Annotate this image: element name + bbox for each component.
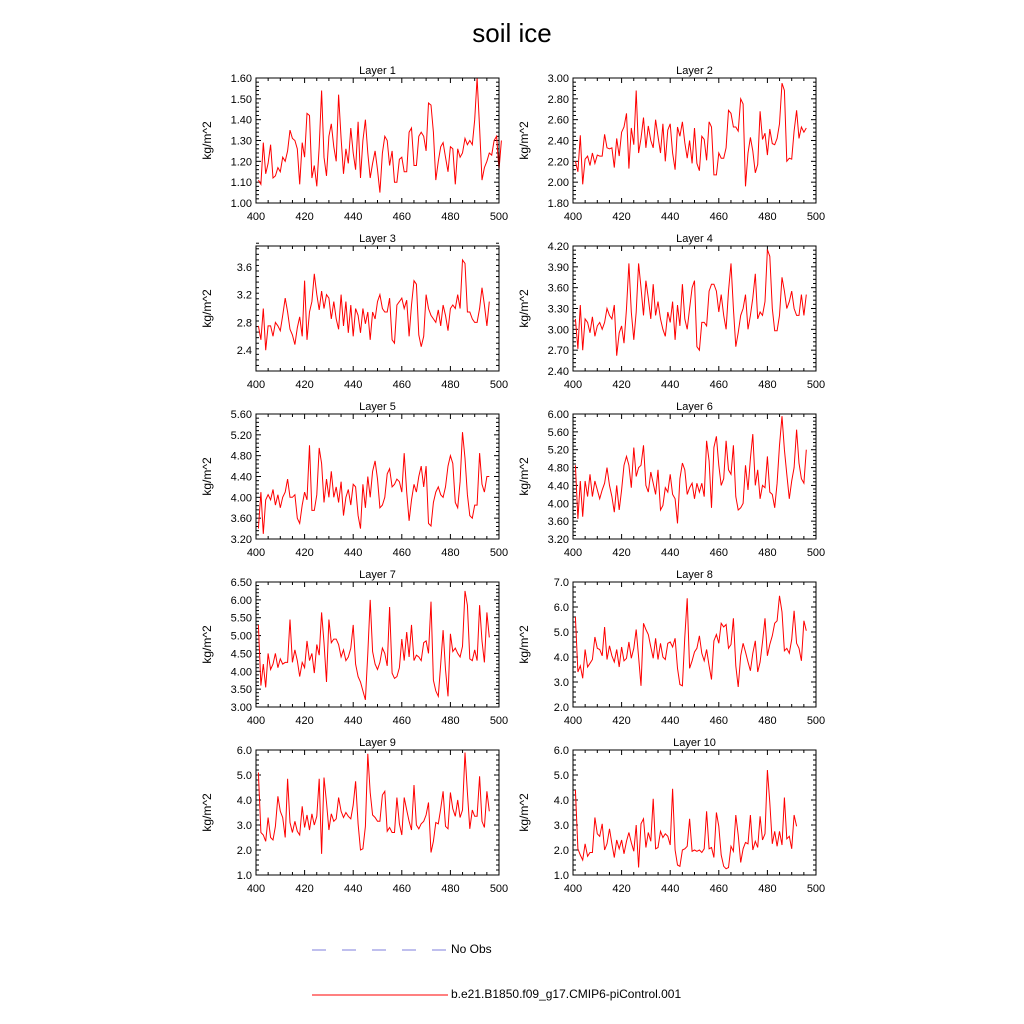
chart-title: soil ice: [472, 18, 552, 48]
panel-2: [517, 65, 825, 223]
y-tick-label: 4.80: [230, 450, 252, 463]
x-tick-label: 420: [295, 211, 314, 223]
x-tick-label: 400: [246, 211, 266, 223]
panel-10: [517, 737, 825, 895]
x-tick-label: 480: [441, 211, 460, 223]
x-tick-label: 500: [489, 715, 509, 727]
y-tick-label: 1.00: [230, 198, 252, 210]
series-line: [575, 770, 796, 869]
x-tick-label: 460: [709, 883, 728, 895]
x-tick-label: 460: [709, 211, 728, 223]
y-tick-label: 3.20: [547, 534, 569, 546]
x-tick-label: 440: [344, 715, 363, 727]
x-tick-label: 420: [612, 379, 631, 391]
panel-title: Layer 9: [359, 737, 396, 749]
panel-9: [200, 737, 508, 895]
y-tick-label: 3.60: [230, 513, 252, 526]
x-tick-label: 500: [489, 211, 509, 223]
panel-4: [517, 233, 825, 391]
y-tick-label: 4.0: [553, 795, 569, 807]
x-tick-label: 460: [709, 547, 728, 559]
panel-7: [200, 569, 508, 727]
series-line: [258, 591, 489, 700]
x-tick-label: 460: [392, 547, 411, 559]
x-tick-label: 500: [489, 547, 509, 559]
x-tick-label: 480: [441, 883, 460, 895]
x-tick-label: 440: [344, 547, 363, 559]
y-axis-label: kg/m^2: [517, 121, 531, 160]
x-tick-label: 440: [661, 715, 680, 727]
panel-title: Layer 1: [359, 65, 396, 77]
x-tick-label: 420: [295, 379, 314, 391]
x-tick-label: 460: [392, 379, 411, 391]
panel-5: [200, 401, 508, 559]
y-tick-label: 3.30: [547, 303, 569, 316]
y-tick-label: 1.50: [230, 93, 252, 106]
y-tick-label: 5.20: [547, 444, 569, 457]
y-tick-label: 1.30: [230, 135, 252, 148]
panel-3: [200, 233, 508, 391]
x-tick-label: 400: [246, 379, 266, 391]
y-tick-label: 4.00: [230, 492, 252, 505]
x-tick-label: 500: [806, 883, 826, 895]
y-axis-label: kg/m^2: [517, 457, 531, 496]
y-tick-label: 4.40: [547, 480, 569, 493]
x-tick-label: 440: [344, 379, 363, 391]
y-tick-label: 2.80: [547, 93, 569, 106]
y-tick-label: 3.2: [236, 289, 252, 302]
x-tick-label: 400: [246, 883, 266, 895]
x-tick-label: 500: [806, 547, 826, 559]
y-tick-label: 5.0: [236, 770, 252, 782]
x-tick-label: 500: [489, 379, 509, 391]
plot-frame: [256, 750, 499, 875]
y-tick-label: 6.0: [236, 745, 252, 757]
y-tick-label: 6.50: [230, 577, 252, 589]
x-tick-label: 500: [806, 715, 826, 727]
series-line: [258, 753, 489, 854]
panel-title: Layer 7: [359, 569, 396, 581]
x-tick-label: 400: [246, 547, 266, 559]
x-tick-label: 420: [295, 547, 314, 559]
x-tick-label: 440: [661, 211, 680, 223]
y-tick-label: 3.0: [553, 677, 569, 689]
y-tick-label: 3.90: [547, 261, 569, 274]
y-tick-label: 4.0: [553, 652, 569, 664]
y-tick-label: 1.40: [230, 114, 252, 127]
y-tick-label: 3.0: [236, 820, 252, 832]
y-tick-label: 5.0: [553, 627, 569, 639]
x-tick-label: 480: [441, 715, 460, 727]
series-line: [575, 250, 806, 356]
series-line: [258, 260, 489, 350]
y-tick-label: 3.50: [230, 684, 252, 697]
x-tick-label: 460: [709, 379, 728, 391]
panel-8: [517, 569, 825, 727]
y-tick-label: 2.4: [236, 345, 252, 358]
plot-frame: [256, 78, 499, 203]
x-tick-label: 440: [661, 547, 680, 559]
y-tick-label: 6.00: [547, 409, 569, 421]
y-tick-label: 2.20: [547, 156, 569, 169]
y-tick-label: 4.20: [547, 241, 569, 253]
x-tick-label: 440: [661, 379, 680, 391]
legend-label-no-obs: No Obs: [451, 942, 492, 956]
x-tick-label: 420: [612, 883, 631, 895]
y-tick-label: 4.50: [230, 648, 252, 661]
x-tick-label: 480: [758, 211, 777, 223]
y-tick-label: 1.80: [547, 198, 569, 210]
y-tick-label: 2.70: [547, 345, 569, 358]
plot-frame: [573, 750, 816, 875]
x-tick-label: 400: [246, 715, 266, 727]
y-tick-label: 6.0: [553, 602, 569, 614]
series-line: [258, 78, 501, 193]
x-tick-label: 400: [563, 211, 583, 223]
series-line: [575, 416, 806, 523]
y-tick-label: 3.00: [547, 324, 569, 337]
x-tick-label: 420: [295, 883, 314, 895]
panel-6: [517, 401, 825, 559]
x-tick-label: 440: [661, 883, 680, 895]
y-tick-label: 3.0: [553, 820, 569, 832]
y-axis-label: kg/m^2: [200, 457, 214, 496]
plot-frame: [573, 78, 816, 203]
x-tick-label: 500: [806, 379, 826, 391]
x-tick-label: 440: [344, 883, 363, 895]
y-tick-label: 5.20: [230, 429, 252, 442]
x-tick-label: 480: [758, 883, 777, 895]
y-tick-label: 7.0: [553, 577, 569, 589]
y-tick-label: 2.60: [547, 114, 569, 127]
x-tick-label: 480: [441, 547, 460, 559]
y-tick-label: 2.8: [236, 317, 252, 330]
x-tick-label: 400: [563, 379, 583, 391]
x-tick-label: 420: [612, 715, 631, 727]
x-tick-label: 420: [612, 211, 631, 223]
y-tick-label: 4.80: [547, 462, 569, 475]
y-tick-label: 5.60: [547, 426, 569, 439]
y-tick-label: 2.0: [553, 845, 569, 857]
y-tick-label: 4.00: [547, 498, 569, 511]
x-tick-label: 420: [295, 715, 314, 727]
x-tick-label: 500: [806, 211, 826, 223]
x-tick-label: 480: [758, 547, 777, 559]
panel-title: Layer 2: [676, 65, 713, 77]
x-tick-label: 460: [392, 715, 411, 727]
y-tick-label: 4.0: [236, 795, 252, 807]
plot-frame: [573, 414, 816, 539]
y-tick-label: 3.60: [547, 282, 569, 295]
x-tick-label: 400: [563, 883, 583, 895]
y-tick-label: 3.20: [230, 534, 252, 546]
y-tick-label: 5.60: [230, 409, 252, 421]
y-tick-label: 3.00: [230, 702, 252, 714]
y-tick-label: 6.0: [553, 745, 569, 757]
panel-title: Layer 10: [673, 737, 716, 749]
x-tick-label: 460: [392, 883, 411, 895]
x-tick-label: 480: [441, 379, 460, 391]
series-line: [575, 596, 806, 687]
y-tick-label: 4.00: [230, 666, 252, 679]
panel-title: Layer 8: [676, 569, 713, 581]
y-tick-label: 1.60: [230, 73, 252, 85]
x-tick-label: 460: [392, 211, 411, 223]
x-tick-label: 440: [344, 211, 363, 223]
y-tick-label: 2.00: [547, 177, 569, 190]
y-axis-label: kg/m^2: [517, 289, 531, 328]
series-line: [258, 432, 489, 534]
legend-label-model: b.e21.B1850.f09_g17.CMIP6-piControl.001: [451, 987, 682, 1001]
y-axis-label: kg/m^2: [200, 289, 214, 328]
x-tick-label: 500: [489, 883, 509, 895]
plot-frame: [573, 582, 816, 707]
y-tick-label: 2.40: [547, 135, 569, 148]
y-axis-label: kg/m^2: [200, 121, 214, 160]
panel-title: Layer 6: [676, 401, 713, 413]
panel-title: Layer 4: [676, 233, 713, 245]
panel-title: Layer 3: [359, 233, 396, 245]
x-tick-label: 400: [563, 715, 583, 727]
panel-1: [200, 65, 508, 223]
y-tick-label: 1.10: [230, 177, 252, 190]
y-axis-label: kg/m^2: [200, 793, 214, 832]
y-axis-label: kg/m^2: [517, 625, 531, 664]
x-tick-label: 400: [563, 547, 583, 559]
y-axis-label: kg/m^2: [200, 625, 214, 664]
y-tick-label: 2.0: [553, 702, 569, 714]
y-axis-label: kg/m^2: [517, 793, 531, 832]
y-tick-label: 3.60: [547, 516, 569, 529]
y-tick-label: 1.20: [230, 156, 252, 169]
y-tick-label: 1.0: [553, 870, 569, 882]
y-tick-label: 5.0: [553, 770, 569, 782]
y-tick-label: 2.40: [547, 366, 569, 378]
y-tick-label: 2.0: [236, 845, 252, 857]
series-line: [575, 83, 806, 186]
x-tick-label: 460: [709, 715, 728, 727]
y-tick-label: 6.00: [230, 594, 252, 607]
y-tick-label: 1.0: [236, 870, 252, 882]
y-tick-label: 3.6: [236, 261, 252, 274]
x-tick-label: 480: [758, 379, 777, 391]
panel-title: Layer 5: [359, 401, 396, 413]
y-tick-label: 5.00: [230, 630, 252, 643]
x-tick-label: 420: [612, 547, 631, 559]
y-tick-label: 5.50: [230, 612, 252, 625]
y-tick-label: 3.00: [547, 73, 569, 85]
y-tick-label: 4.40: [230, 471, 252, 484]
x-tick-label: 480: [758, 715, 777, 727]
